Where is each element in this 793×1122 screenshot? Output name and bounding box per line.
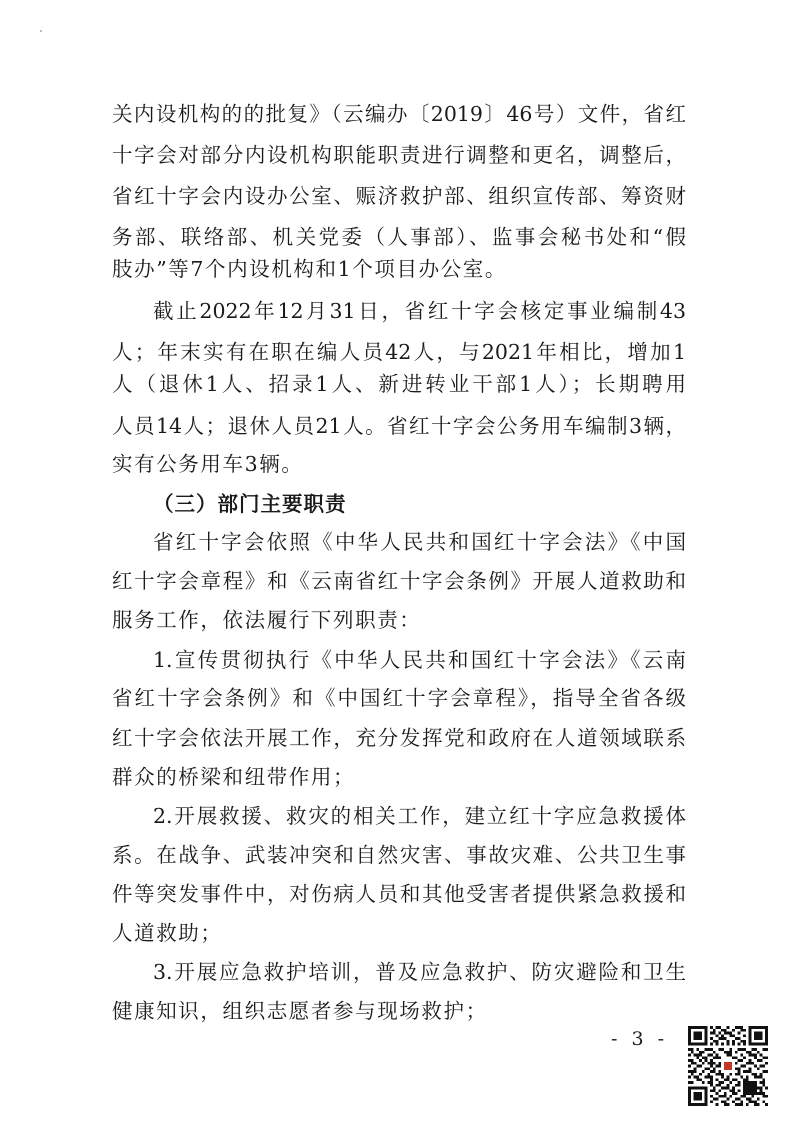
text-line: 省红十字会内设办公室、赈济救护部、组织宣传部、筹资财	[112, 184, 686, 208]
text-line: 务部、联络部、机关党委（人事部）、监事会秘书处和“假	[112, 225, 686, 249]
scan-mark	[40, 30, 42, 32]
text-line: 2.开展救援、救灾的相关工作，建立红十字应急救援体	[153, 804, 686, 828]
text-line: 红十字会章程》和《云南省红十字会条例》开展人道救助和	[112, 569, 686, 593]
text-line: 红十字会依法开展工作，充分发挥党和政府在人道领域联系	[112, 726, 686, 750]
text-line: 人员14人；退休人员21人。省红十字会公务用车编制3辆，	[112, 414, 686, 438]
text-line: 3.开展应急救护培训，普及应急救护、防灾避险和卫生	[153, 960, 686, 984]
text-line: 关内设机构的的批复》（云编办〔2019〕46号）文件，省红	[112, 102, 686, 126]
qr-code-icon	[688, 1026, 768, 1106]
text-line: 省红十字会依照《中华人民共和国红十字会法》《中国	[153, 530, 686, 554]
section-heading: （三）部门主要职责	[153, 492, 347, 516]
text-line: 截止2022年12月31日，省红十字会核定事业编制43	[153, 299, 686, 323]
text-line: 人（退休1人、招录1人、新进转业干部1人）；长期聘用	[112, 372, 686, 396]
text-line: 服务工作，依法履行下列职责：	[112, 608, 422, 632]
text-line: 实有公务用车3辆。	[112, 452, 304, 476]
text-line: 系。在战争、武装冲突和自然灾害、事故灾难、公共卫生事	[112, 843, 686, 867]
text-line: 健康知识，组织志愿者参与现场救护；	[112, 999, 488, 1023]
text-line: 1.宣传贯彻执行《中华人民共和国红十字会法》《云南	[153, 648, 686, 672]
text-line: 省红十字会条例》和《中国红十字会章程》，指导全省各级	[112, 686, 686, 710]
text-line: 件等突发事件中，对伤病人员和其他受害者提供紧急救援和	[112, 882, 686, 906]
text-line: 人；年末实有在职在编人员42人，与2021年相比，增加1	[112, 340, 686, 364]
text-line: 群众的桥梁和纽带作用；	[112, 765, 356, 789]
page-number: - 3 -	[611, 1028, 669, 1050]
text-line: 肢办”等7个内设机构和1个项目办公室。	[112, 257, 507, 281]
text-line: 十字会对部分内设机构职能职责进行调整和更名，调整后，	[112, 143, 686, 167]
text-line: 人道救助；	[112, 921, 223, 945]
